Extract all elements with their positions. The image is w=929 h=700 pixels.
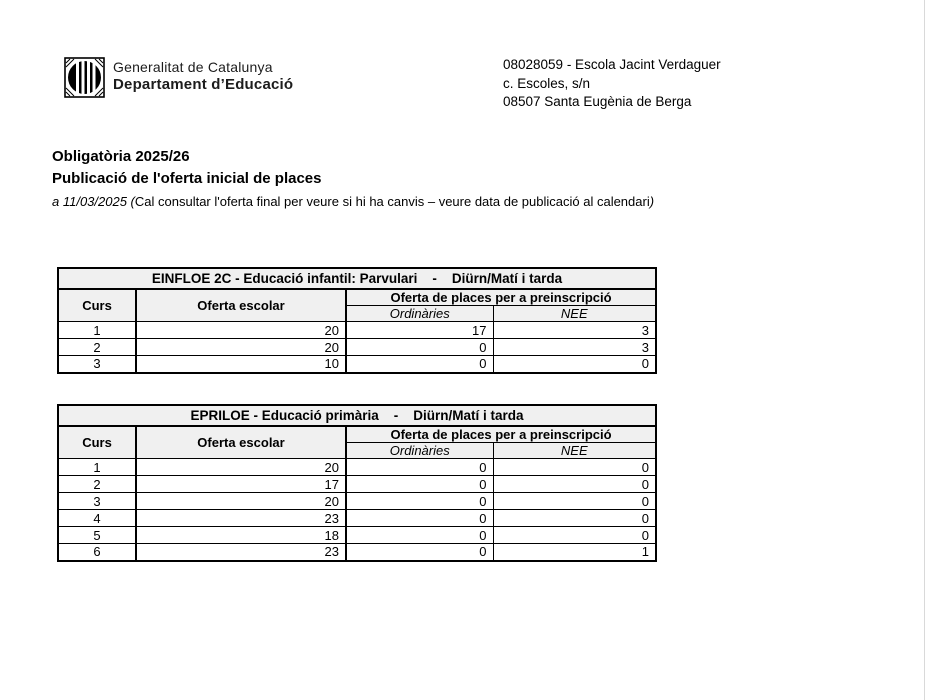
- cell-curs: 3: [58, 356, 136, 373]
- col-header-oferta-escolar: Oferta escolar: [136, 289, 346, 322]
- cell-nee: 0: [493, 356, 656, 373]
- generalitat-header: [64, 57, 293, 98]
- offer-table-primaria: [57, 404, 657, 562]
- stage-title: Obligatòria 2025/26: [52, 148, 190, 165]
- cell-oferta-escolar: 18: [136, 527, 346, 544]
- cell-nee: 0: [493, 459, 656, 476]
- cell-oferta-escolar: 17: [136, 476, 346, 493]
- cell-ordinaries: 0: [346, 493, 493, 510]
- generalitat-catalunya-shield-icon: [64, 57, 105, 98]
- cell-curs: 3: [58, 493, 136, 510]
- org-name-block: [113, 59, 293, 93]
- cell-nee: 0: [493, 493, 656, 510]
- org-name: Generalitat de Catalunya: [113, 59, 273, 75]
- col-header-ordinaries: Ordinàries: [346, 443, 493, 459]
- cell-oferta-escolar: 10: [136, 356, 346, 373]
- table-header-row: [58, 289, 656, 306]
- col-header-preinscripcio: Oferta de places per a preinscripció: [346, 426, 656, 443]
- subtitle-date: a 11/03/2025 (: [52, 194, 135, 209]
- cell-curs: 2: [58, 339, 136, 356]
- cell-curs: 2: [58, 476, 136, 493]
- cell-oferta-escolar: 20: [136, 339, 346, 356]
- cell-nee: 3: [493, 339, 656, 356]
- cell-ordinaries: 17: [346, 322, 493, 339]
- cell-oferta-escolar: 23: [136, 510, 346, 527]
- school-street: c. Escoles, s/n: [503, 75, 591, 91]
- cell-ordinaries: 0: [346, 356, 493, 373]
- school-address-block: [503, 56, 721, 112]
- cell-curs: 4: [58, 510, 136, 527]
- department-name: Departament d’Educació: [113, 76, 294, 93]
- col-header-curs: Curs: [58, 289, 136, 322]
- table-row: [58, 510, 656, 527]
- col-header-curs: Curs: [58, 426, 136, 459]
- subtitle-note: Cal consultar l'oferta final per veure si hi ha canvis – veure data de publicació al calendari: [134, 194, 650, 209]
- col-header-preinscripcio: Oferta de places per a preinscripció: [346, 289, 656, 306]
- col-header-nee: NEE: [493, 443, 656, 459]
- table-row: [58, 544, 656, 561]
- cell-nee: 0: [493, 510, 656, 527]
- page-edge-divider: [924, 0, 925, 700]
- col-header-oferta-escolar: Oferta escolar: [136, 426, 346, 459]
- cell-ordinaries: 0: [346, 339, 493, 356]
- school-code-name: 08028059 - Escola Jacint Verdaguer: [503, 57, 721, 72]
- table-row: [58, 322, 656, 339]
- document-titles: [52, 146, 654, 212]
- cell-oferta-escolar: 20: [136, 493, 346, 510]
- cell-nee: 0: [493, 527, 656, 544]
- cell-nee: 3: [493, 322, 656, 339]
- table-row: [58, 356, 656, 373]
- table-row: [58, 339, 656, 356]
- cell-ordinaries: 0: [346, 476, 493, 493]
- cell-nee: 0: [493, 476, 656, 493]
- publication-title: Publicació de l'oferta inicial de places: [52, 170, 322, 187]
- table-row: [58, 476, 656, 493]
- table-title: EPRILOE - Educació primària - Diürn/Matí i tarda: [58, 405, 656, 426]
- cell-ordinaries: 0: [346, 459, 493, 476]
- table-row: [58, 493, 656, 510]
- cell-ordinaries: 0: [346, 527, 493, 544]
- table-row: [58, 459, 656, 476]
- school-city: 08507 Santa Eugènia de Berga: [503, 94, 692, 109]
- offer-table-infantil: [57, 267, 657, 374]
- cell-ordinaries: 0: [346, 544, 493, 561]
- cell-curs: 6: [58, 544, 136, 561]
- col-header-nee: NEE: [493, 306, 656, 322]
- cell-nee: 1: [493, 544, 656, 561]
- table-title-row: [58, 268, 656, 289]
- cell-curs: 1: [58, 322, 136, 339]
- cell-curs: 1: [58, 459, 136, 476]
- cell-oferta-escolar: 23: [136, 544, 346, 561]
- cell-oferta-escolar: 20: [136, 322, 346, 339]
- table-title: EINFLOE 2C - Educació infantil: Parvulari - Diürn/Matí i tarda: [58, 268, 656, 289]
- cell-curs: 5: [58, 527, 136, 544]
- table-row: [58, 527, 656, 544]
- publication-subtitle: [52, 192, 654, 212]
- col-header-ordinaries: Ordinàries: [346, 306, 493, 322]
- cell-ordinaries: 0: [346, 510, 493, 527]
- cell-oferta-escolar: 20: [136, 459, 346, 476]
- table-title-row: [58, 405, 656, 426]
- table-header-row: [58, 426, 656, 443]
- subtitle-close: ): [649, 194, 655, 209]
